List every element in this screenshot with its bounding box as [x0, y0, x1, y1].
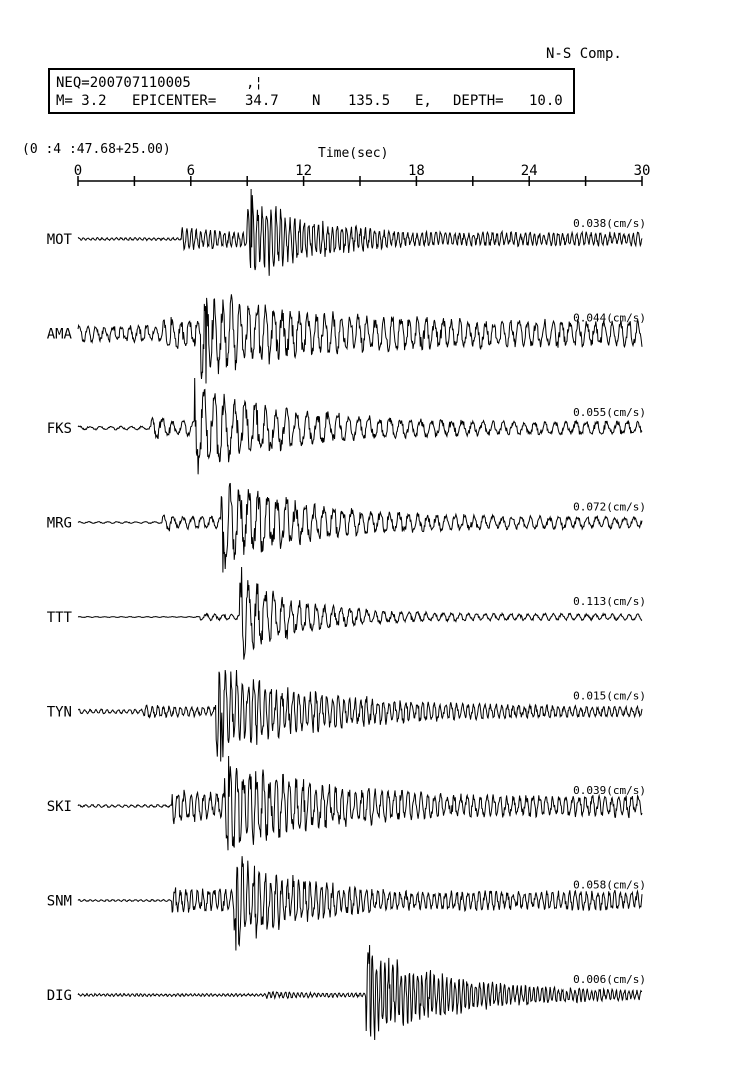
trace-dig [78, 945, 642, 1040]
station-label: SKI [46, 799, 72, 815]
origin-time-label: (0 :4 :47.68+25.00) [22, 142, 171, 157]
max-amplitude-label: 0.058(cm/s) [573, 878, 646, 892]
max-amplitude-label: 0.113(cm/s) [573, 595, 646, 608]
depth-label: DEPTH= [453, 93, 504, 109]
station-label: TTT [46, 610, 72, 626]
trace-snm [78, 856, 642, 950]
component-label: N-S Comp. [546, 46, 622, 62]
longitude-hemisphere: E, [415, 93, 432, 109]
trace-tyn [78, 670, 642, 762]
trace-mrg [78, 484, 642, 573]
trace-fks [78, 378, 642, 474]
station-label: FKS [46, 421, 72, 437]
x-tick-label: 12 [295, 163, 313, 179]
max-amplitude-label: 0.039(cm/s) [573, 784, 646, 797]
magnitude: M= 3.2 [56, 93, 107, 109]
x-tick-label: 30 [633, 163, 651, 179]
max-amplitude-label: 0.038(cm/s) [573, 217, 646, 230]
x-axis-title: Time(sec) [318, 146, 389, 161]
station-label: MRG [46, 515, 72, 532]
event-mark: ,¦ [246, 75, 263, 91]
x-tick-label: 24 [520, 163, 538, 179]
max-amplitude-label: 0.044(cm/s) [573, 311, 646, 325]
x-tick-label: 18 [407, 163, 425, 179]
trace-ama [78, 294, 642, 383]
station-label: DIG [46, 988, 72, 1004]
trace-mot [78, 189, 642, 276]
station-label: TYN [46, 704, 72, 721]
trace-ttt [78, 567, 642, 660]
max-amplitude-label: 0.055(cm/s) [573, 406, 646, 419]
latitude: 34.7 [245, 93, 279, 109]
trace-ski [78, 756, 642, 850]
max-amplitude-label: 0.006(cm/s) [573, 973, 646, 986]
max-amplitude-label: 0.072(cm/s) [573, 500, 646, 514]
x-tick-label: 6 [186, 163, 196, 179]
station-label: MOT [46, 232, 72, 248]
epicenter-label: EPICENTER= [132, 93, 217, 109]
latitude-hemisphere: N [312, 93, 321, 109]
depth-value: 10.0 [529, 93, 563, 109]
max-amplitude-label: 0.015(cm/s) [573, 689, 646, 703]
station-label: AMA [46, 326, 72, 343]
x-tick-label: 0 [73, 163, 83, 179]
station-label: SNM [46, 893, 72, 910]
event-id: NEQ=200707110005 [56, 75, 191, 91]
longitude: 135.5 [348, 93, 391, 109]
